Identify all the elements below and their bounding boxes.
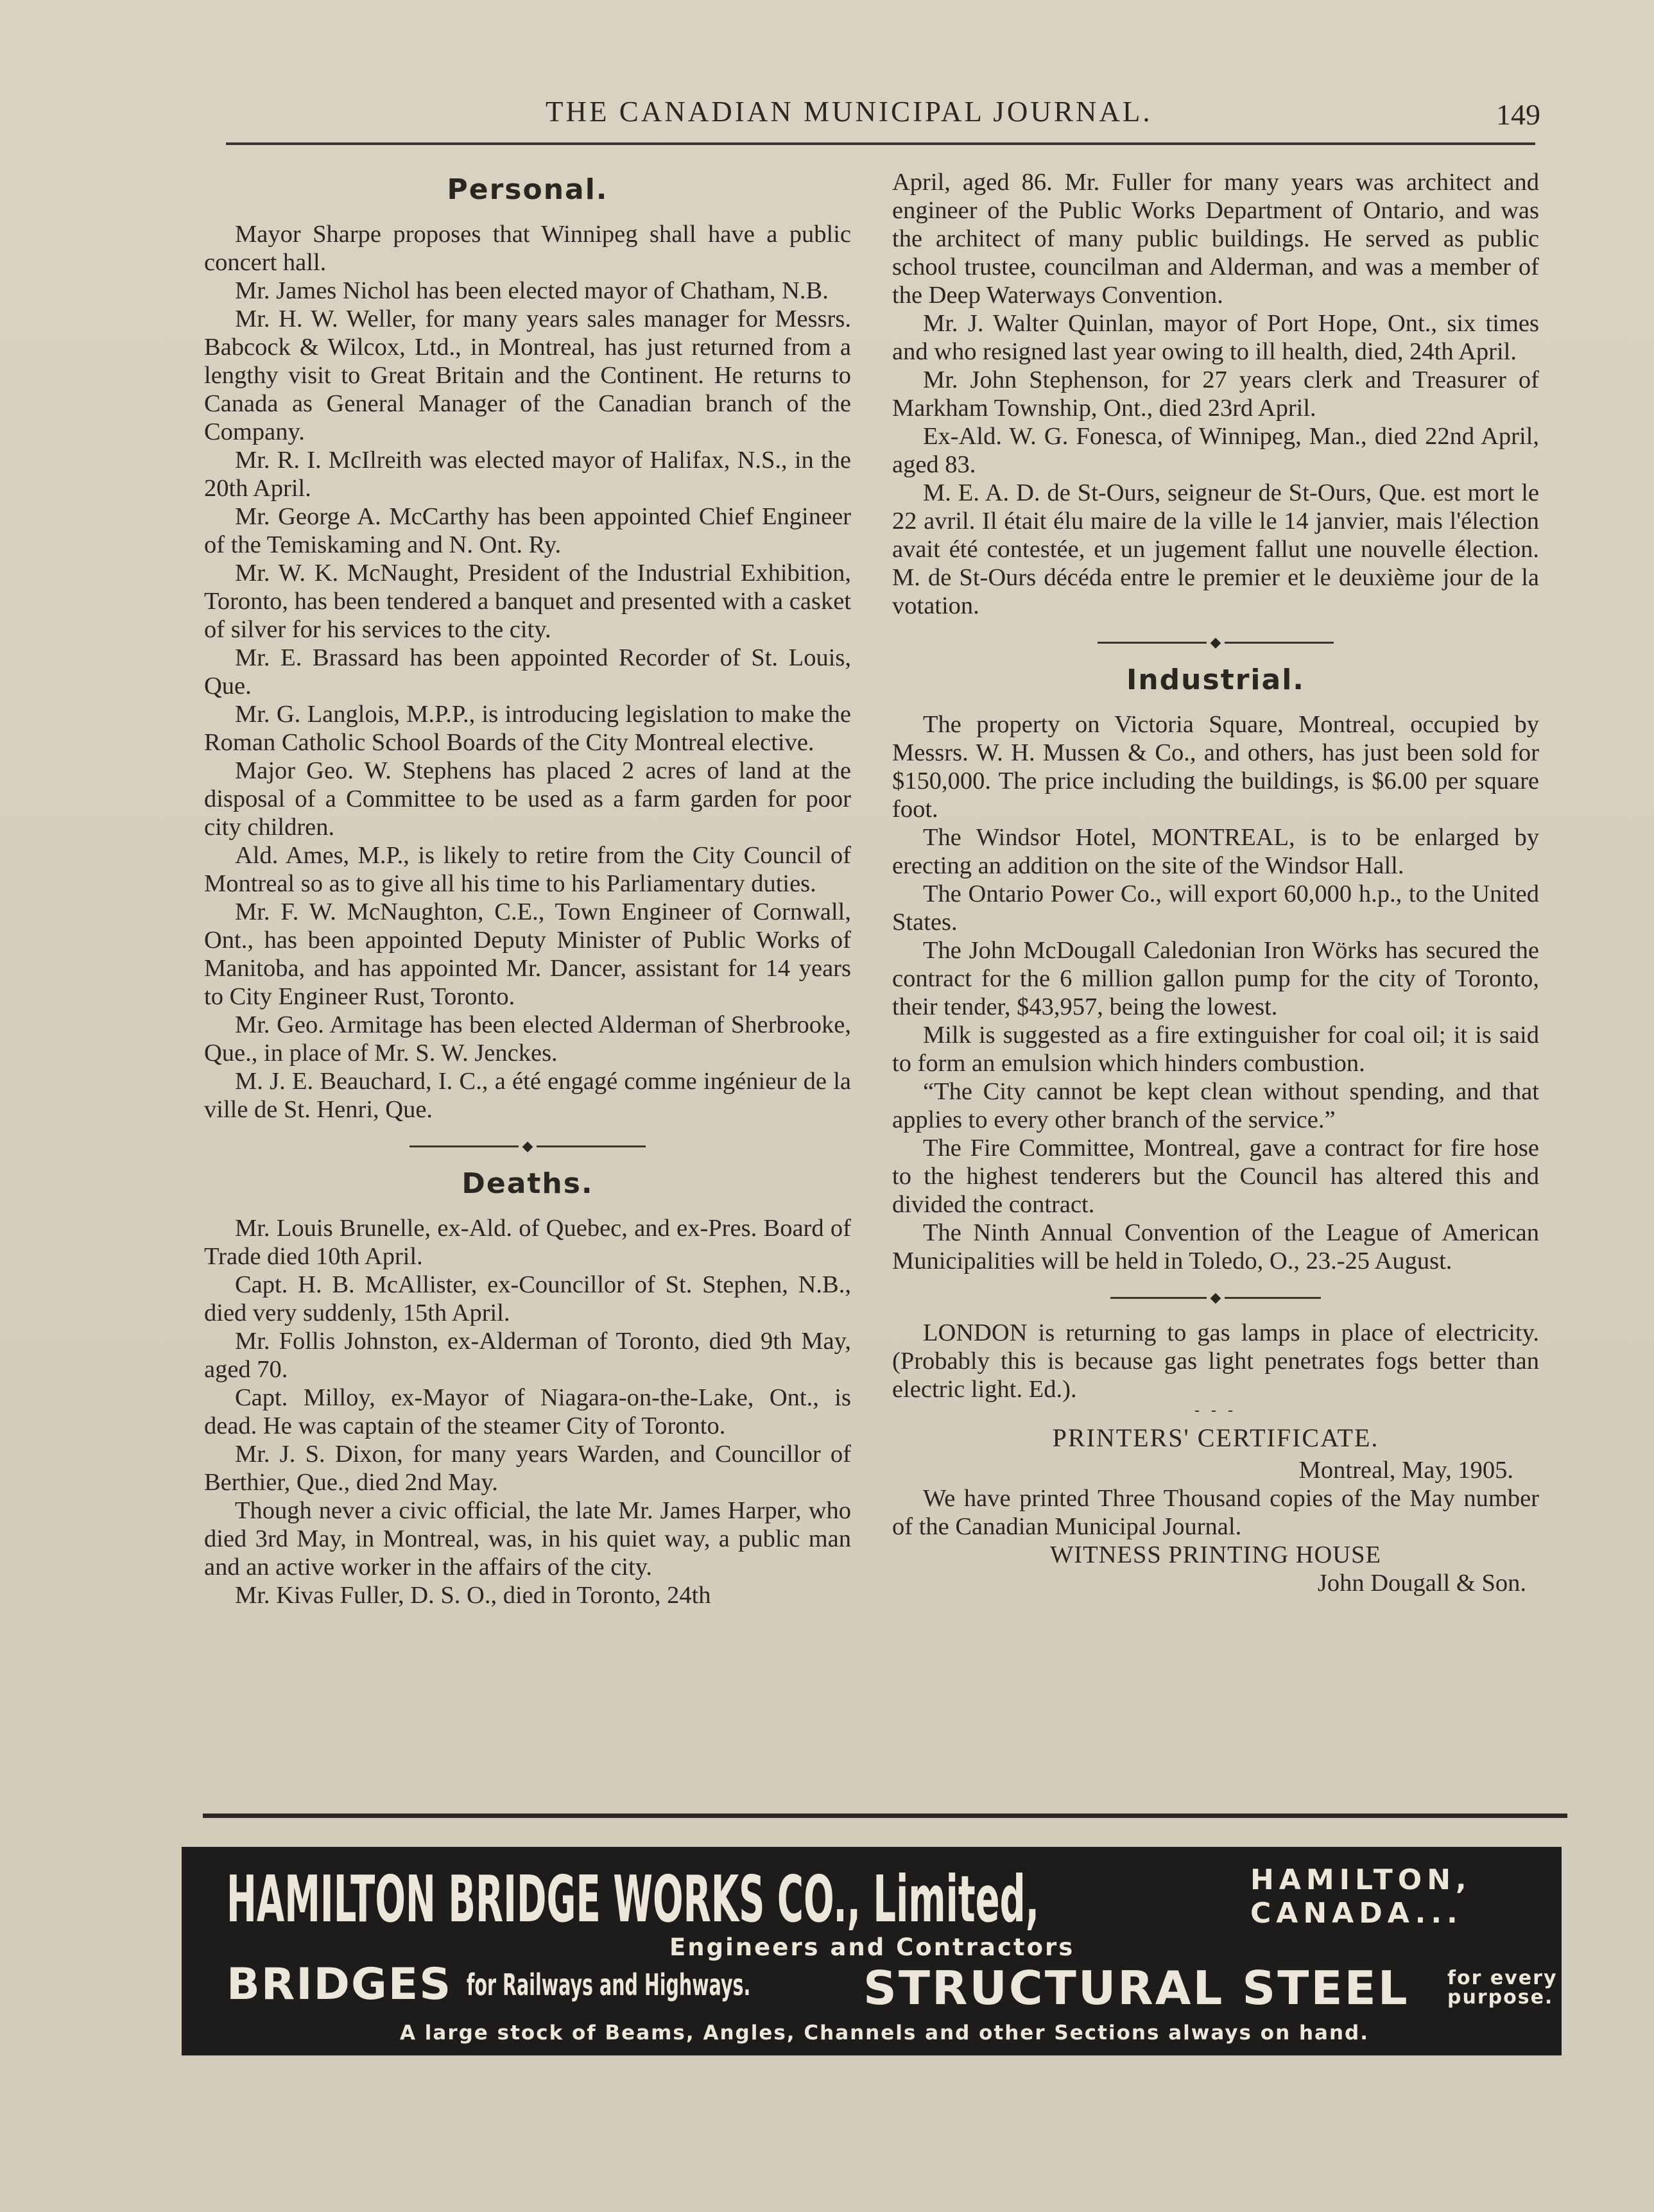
bottom-rule — [203, 1813, 1567, 1818]
page-number: 149 — [1496, 98, 1540, 131]
ornament-mark: - - - — [1194, 1402, 1237, 1419]
ad-steel-detail — [1447, 1969, 1558, 2007]
deaths-paragraph: Mr. Follis Johnston, ex-Alderman of Toronto, died 9th May, aged 70. — [204, 1328, 851, 1383]
running-head — [212, 95, 1540, 140]
deaths-paragraph: Though never a civic official, the late Mr. James Harper, who died 3rd May, in Montreal, was, in his quiet way, a public man and an active worker in the affairs of the city. — [204, 1497, 851, 1581]
right-column — [892, 168, 1539, 1597]
ad-stock-note: A large stock of Beams, Angles, Channels and other Sections always on hand. — [400, 2021, 1369, 2045]
ad-location-city: HAMILTON, — [1250, 1864, 1472, 1896]
certificate-date: Montreal, May, 1905. — [1298, 1457, 1513, 1484]
industrial-paragraph: The Windsor Hotel, MONTREAL, is to be enlarged by erecting an addition on the site of the Windsor Hall. — [892, 824, 1539, 879]
deaths-paragraph: Mr. Louis Brunelle, ex-Ald. of Quebec, and ex-Pres. Board of Trade died 10th April. — [204, 1215, 851, 1270]
certificate-title: PRINTERS' CERTIFICATE. — [1052, 1423, 1379, 1452]
personal-paragraph: Mr. W. K. McNaught, President of the Industrial Exhibition, Toronto, has been tendered a banquet and presented with a casket of silver for his services to the city. — [204, 560, 851, 643]
left-column — [204, 168, 851, 1609]
industrial-paragraph: The property on Victoria Square, Montreal, occupied by Messrs. W. H. Mussen & Co., and others, has just been sold for $150,000. The price including the buildings, is $6.00 per square foot. — [892, 711, 1539, 823]
personal-paragraph: Mr. F. W. McNaughton, C.E., Town Engineer of Cornwall, Ont., has been appointed Deputy Minister of Public Works of Manitoba, and has appointed Mr. Dancer, assistant for 14 years to City Engineer Rust, Toronto. — [204, 898, 851, 1010]
personal-paragraph: Mayor Sharpe proposes that Winnipeg shall have a public concert hall. — [204, 221, 851, 276]
section-divider: ◆ — [892, 1288, 1539, 1307]
london-note: LONDON is returning to gas lamps in place of electricity. (Probably this is because gas light penetrates fogs better than electric light. Ed.). — [892, 1319, 1539, 1403]
personal-paragraph: Mr. Geo. Armitage has been elected Alderman of Sherbrooke, Que., in place of Mr. S. W. Jenckes. — [204, 1011, 851, 1067]
industrial-paragraph: Milk is suggested as a fire extinguisher for coal oil; it is said to form an emulsion which hinders combustion. — [892, 1022, 1539, 1077]
deaths-paragraph: Capt. H. B. McAllister, ex-Councillor of St. Stephen, N.B., died very suddenly, 15th April. — [204, 1271, 851, 1326]
personal-paragraph: Mr. H. W. Weller, for many years sales manager for Messrs. Babcock & Wilcox, Ltd., in Montreal, has just returned from a lengthy visit to Great Britain and the Continent. He returns to Canada as General Manager of the Canadian branch of the Company. — [204, 305, 851, 445]
ad-location — [1250, 1864, 1472, 1930]
ad-bridges-block — [227, 1959, 925, 2010]
industrial-paragraph: “The City cannot be kept clean without spending, and that applies to every other branch of the service.” — [892, 1078, 1539, 1133]
certificate-printer: WITNESS PRINTING HOUSE — [1049, 1541, 1382, 1568]
hamilton-bridge-advertisement — [182, 1847, 1562, 2055]
certificate-body: We have printed Three Thousand copies of the May number of the Canadian Municipal Journal. — [892, 1485, 1539, 1540]
personal-paragraph: M. J. E. Beauchard, I. C., a été engagé comme ingénieur de la ville de St. Henri, Que. — [204, 1068, 851, 1123]
personal-paragraph: Mr. G. Langlois, M.P.P., is introducing legislation to make the Roman Catholic School Boards of the City Montreal elective. — [204, 701, 851, 756]
industrial-paragraph: The Ninth Annual Convention of the League of American Municipalities will be held in Toledo, O., 23.-25 August. — [892, 1219, 1539, 1274]
industrial-paragraph: The Fire Committee, Montreal, gave a contract for fire hose to the highest tenderers but the Council has altered this and divided the contract. — [892, 1135, 1539, 1218]
ad-steel-label: STRUCTURAL STEEL — [863, 1961, 1409, 2015]
deaths-continued-paragraph: Mr. John Stephenson, for 27 years clerk and Treasurer of Markham Township, Ont., died 23rd April. — [892, 366, 1539, 422]
personal-paragraph: Mr. George A. McCarthy has been appointed Chief Engineer of the Temiskaming and N. Ont. Ry. — [204, 503, 851, 558]
deaths-paragraph: Mr. Kivas Fuller, D. S. O., died in Toronto, 24th — [235, 1582, 711, 1609]
ad-bridges-detail: for Railways and Highways. — [467, 1968, 751, 2002]
header-rule — [226, 142, 1535, 145]
ad-steel-block — [863, 1961, 1558, 2015]
journal-title: THE CANADIAN MUNICIPAL JOURNAL. — [546, 96, 1153, 128]
industrial-heading: Industrial. — [1126, 664, 1305, 696]
ad-steel-detail-line: for every — [1447, 1967, 1558, 1989]
personal-paragraph: Mr. James Nichol has been elected mayor of Chatham, N.B. — [235, 277, 829, 304]
personal-paragraph: Mr. E. Brassard has been appointed Recorder of St. Louis, Que. — [204, 644, 851, 699]
ad-tagline: Engineers and Contractors — [669, 1933, 1075, 1961]
ad-steel-detail-line: purpose. — [1447, 1986, 1554, 2009]
personal-paragraph: Ald. Ames, M.P., is likely to retire from the City Council of Montreal so as to give all his time to his Parliamentary duties. — [204, 842, 851, 897]
deaths-paragraph: Mr. J. S. Dixon, for many years Warden, and Councillor of Berthier, Que., died 2nd May. — [204, 1441, 851, 1496]
deaths-continued-paragraph: Ex-Ald. W. G. Fonesca, of Winnipeg, Man., died 22nd April, aged 83. — [892, 423, 1539, 478]
industrial-paragraph: The Ontario Power Co., will export 60,000 h.p., to the United States. — [892, 880, 1539, 936]
section-divider: ◆ — [892, 633, 1539, 652]
ad-bridges-label: BRIDGES — [227, 1959, 452, 2010]
deaths-continued-paragraph: Mr. J. Walter Quinlan, mayor of Port Hope, Ont., six times and who resigned last year owing to ill health, died, 24th April. — [892, 310, 1539, 365]
personal-paragraph: Major Geo. W. Stephens has placed 2 acres of land at the disposal of a Committee to be used as a farm garden for poor city children. — [204, 757, 851, 841]
deaths-heading: Deaths. — [461, 1167, 594, 1200]
certificate-signatory: John Dougall & Son. — [1317, 1570, 1526, 1597]
deaths-continued-paragraph: M. E. A. D. de St-Ours, seigneur de St-Ours, Que. est mort le 22 avril. Il était élu maire de la ville le 14 janvier, mais l'élection avait été contestée, et un jugement fallut une nouvelle élection. M. de St-Ours décéda entre le premier et le deuxième jour de la votation. — [892, 479, 1539, 619]
ad-company-name: HAMILTON BRIDGE WORKS CO., Limited, — [227, 1862, 1039, 1937]
personal-paragraph: Mr. R. I. McIlreith was elected mayor of Halifax, N.S., in the 20th April. — [204, 447, 851, 502]
section-divider: ◆ — [204, 1136, 851, 1156]
personal-heading: Personal. — [447, 173, 608, 206]
industrial-paragraph: The John McDougall Caledonian Iron Wörks has secured the contract for the 6 million gallon pump for the city of Toronto, their tender, $43,957, being the lowest. — [892, 937, 1539, 1020]
deaths-continued-paragraph: April, aged 86. Mr. Fuller for many years was architect and engineer of the Public Works Department of Ontario, and was the architect of many public buildings. He served as public school trustee, councilman and Alderman, and was a member of the Deep Waterways Convention. — [892, 169, 1539, 309]
deaths-paragraph: Capt. Milloy, ex-Mayor of Niagara-on-the-Lake, Ont., is dead. He was captain of the steamer City of Toronto. — [204, 1384, 851, 1439]
ad-location-country: CANADA... — [1250, 1897, 1463, 1930]
